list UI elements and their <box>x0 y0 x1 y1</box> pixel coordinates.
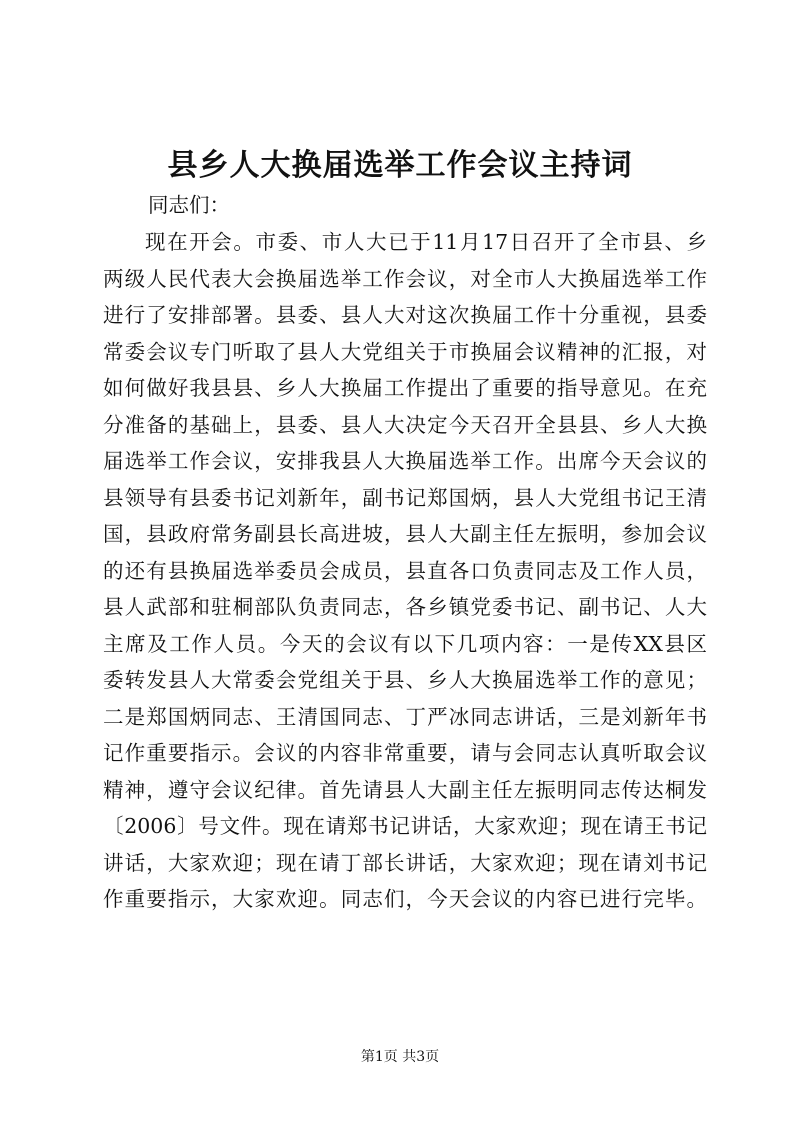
paragraph-line: 精神，遵守会议纪律。首先请县人大副主任左振明同志传达桐发 <box>103 777 707 802</box>
paragraph-line: 国，县政府常务副县长高进坡，县人大副主任左振明，参加会议 <box>103 522 707 546</box>
paragraph-line: 作重要指示，大家欢迎。同志们，今天会议的内容已进行完毕。 <box>103 887 707 911</box>
paragraph-line: 讲话，大家欢迎；现在请丁部长讲话，大家欢迎；现在请刘书记 <box>103 850 707 875</box>
paragraph-line: 常委会议专门听取了县人大党组关于市换届会议精神的汇报，对 <box>103 339 707 364</box>
document-title: 县乡人大换届选举工作会议主持词 <box>167 148 633 183</box>
paragraph-line: 〔2006〕号文件。现在请郑书记讲话，大家欢迎；现在请王书记 <box>103 814 707 838</box>
greeting: 同志们： <box>148 193 230 217</box>
paragraph-line: 的还有县换届选举委员会成员，县直各口负责同志及工作人员， <box>103 558 707 583</box>
page-number: 第1页 共3页 <box>360 1049 440 1065</box>
body-paragraph <box>103 224 707 918</box>
paragraph-line: 二是郑国炳同志、王清国同志、丁严冰同志讲话，三是刘新年书 <box>103 704 707 729</box>
paragraph-line: 进行了安排部署。县委、县人大对这次换届工作十分重视，县委 <box>103 303 707 327</box>
paragraph-line: 分准备的基础上，县委、县人大决定今天召开全县县、乡人大换 <box>103 412 707 437</box>
paragraph-line: 两级人民代表大会换届选举工作会议，对全市人大换届选举工作 <box>103 266 707 291</box>
paragraph-line: 记作重要指示。会议的内容非常重要，请与会同志认真听取会议 <box>103 741 707 765</box>
paragraph-line: 如何做好我县县、乡人大换届工作提出了重要的指导意见。在充 <box>103 376 707 400</box>
paragraph-line: 届选举工作会议，安排我县人大换届选举工作。出席今天会议的 <box>103 449 707 473</box>
paragraph-line: 县领导有县委书记刘新年，副书记郑国炳，县人大党组书记王清 <box>103 485 707 510</box>
paragraph-line: 县人武部和驻桐部队负责同志，各乡镇党委书记、副书记、人大 <box>103 595 707 619</box>
paragraph-line: 主席及工作人员。今天的会议有以下几项内容：一是传XX县区 <box>103 631 707 656</box>
paragraph-line: 现在开会。市委、市人大已于11月17日召开了全市县、乡 <box>145 230 707 254</box>
paragraph-line: 委转发县人大常委会党组关于县、乡人大换届选举工作的意见； <box>103 668 707 692</box>
